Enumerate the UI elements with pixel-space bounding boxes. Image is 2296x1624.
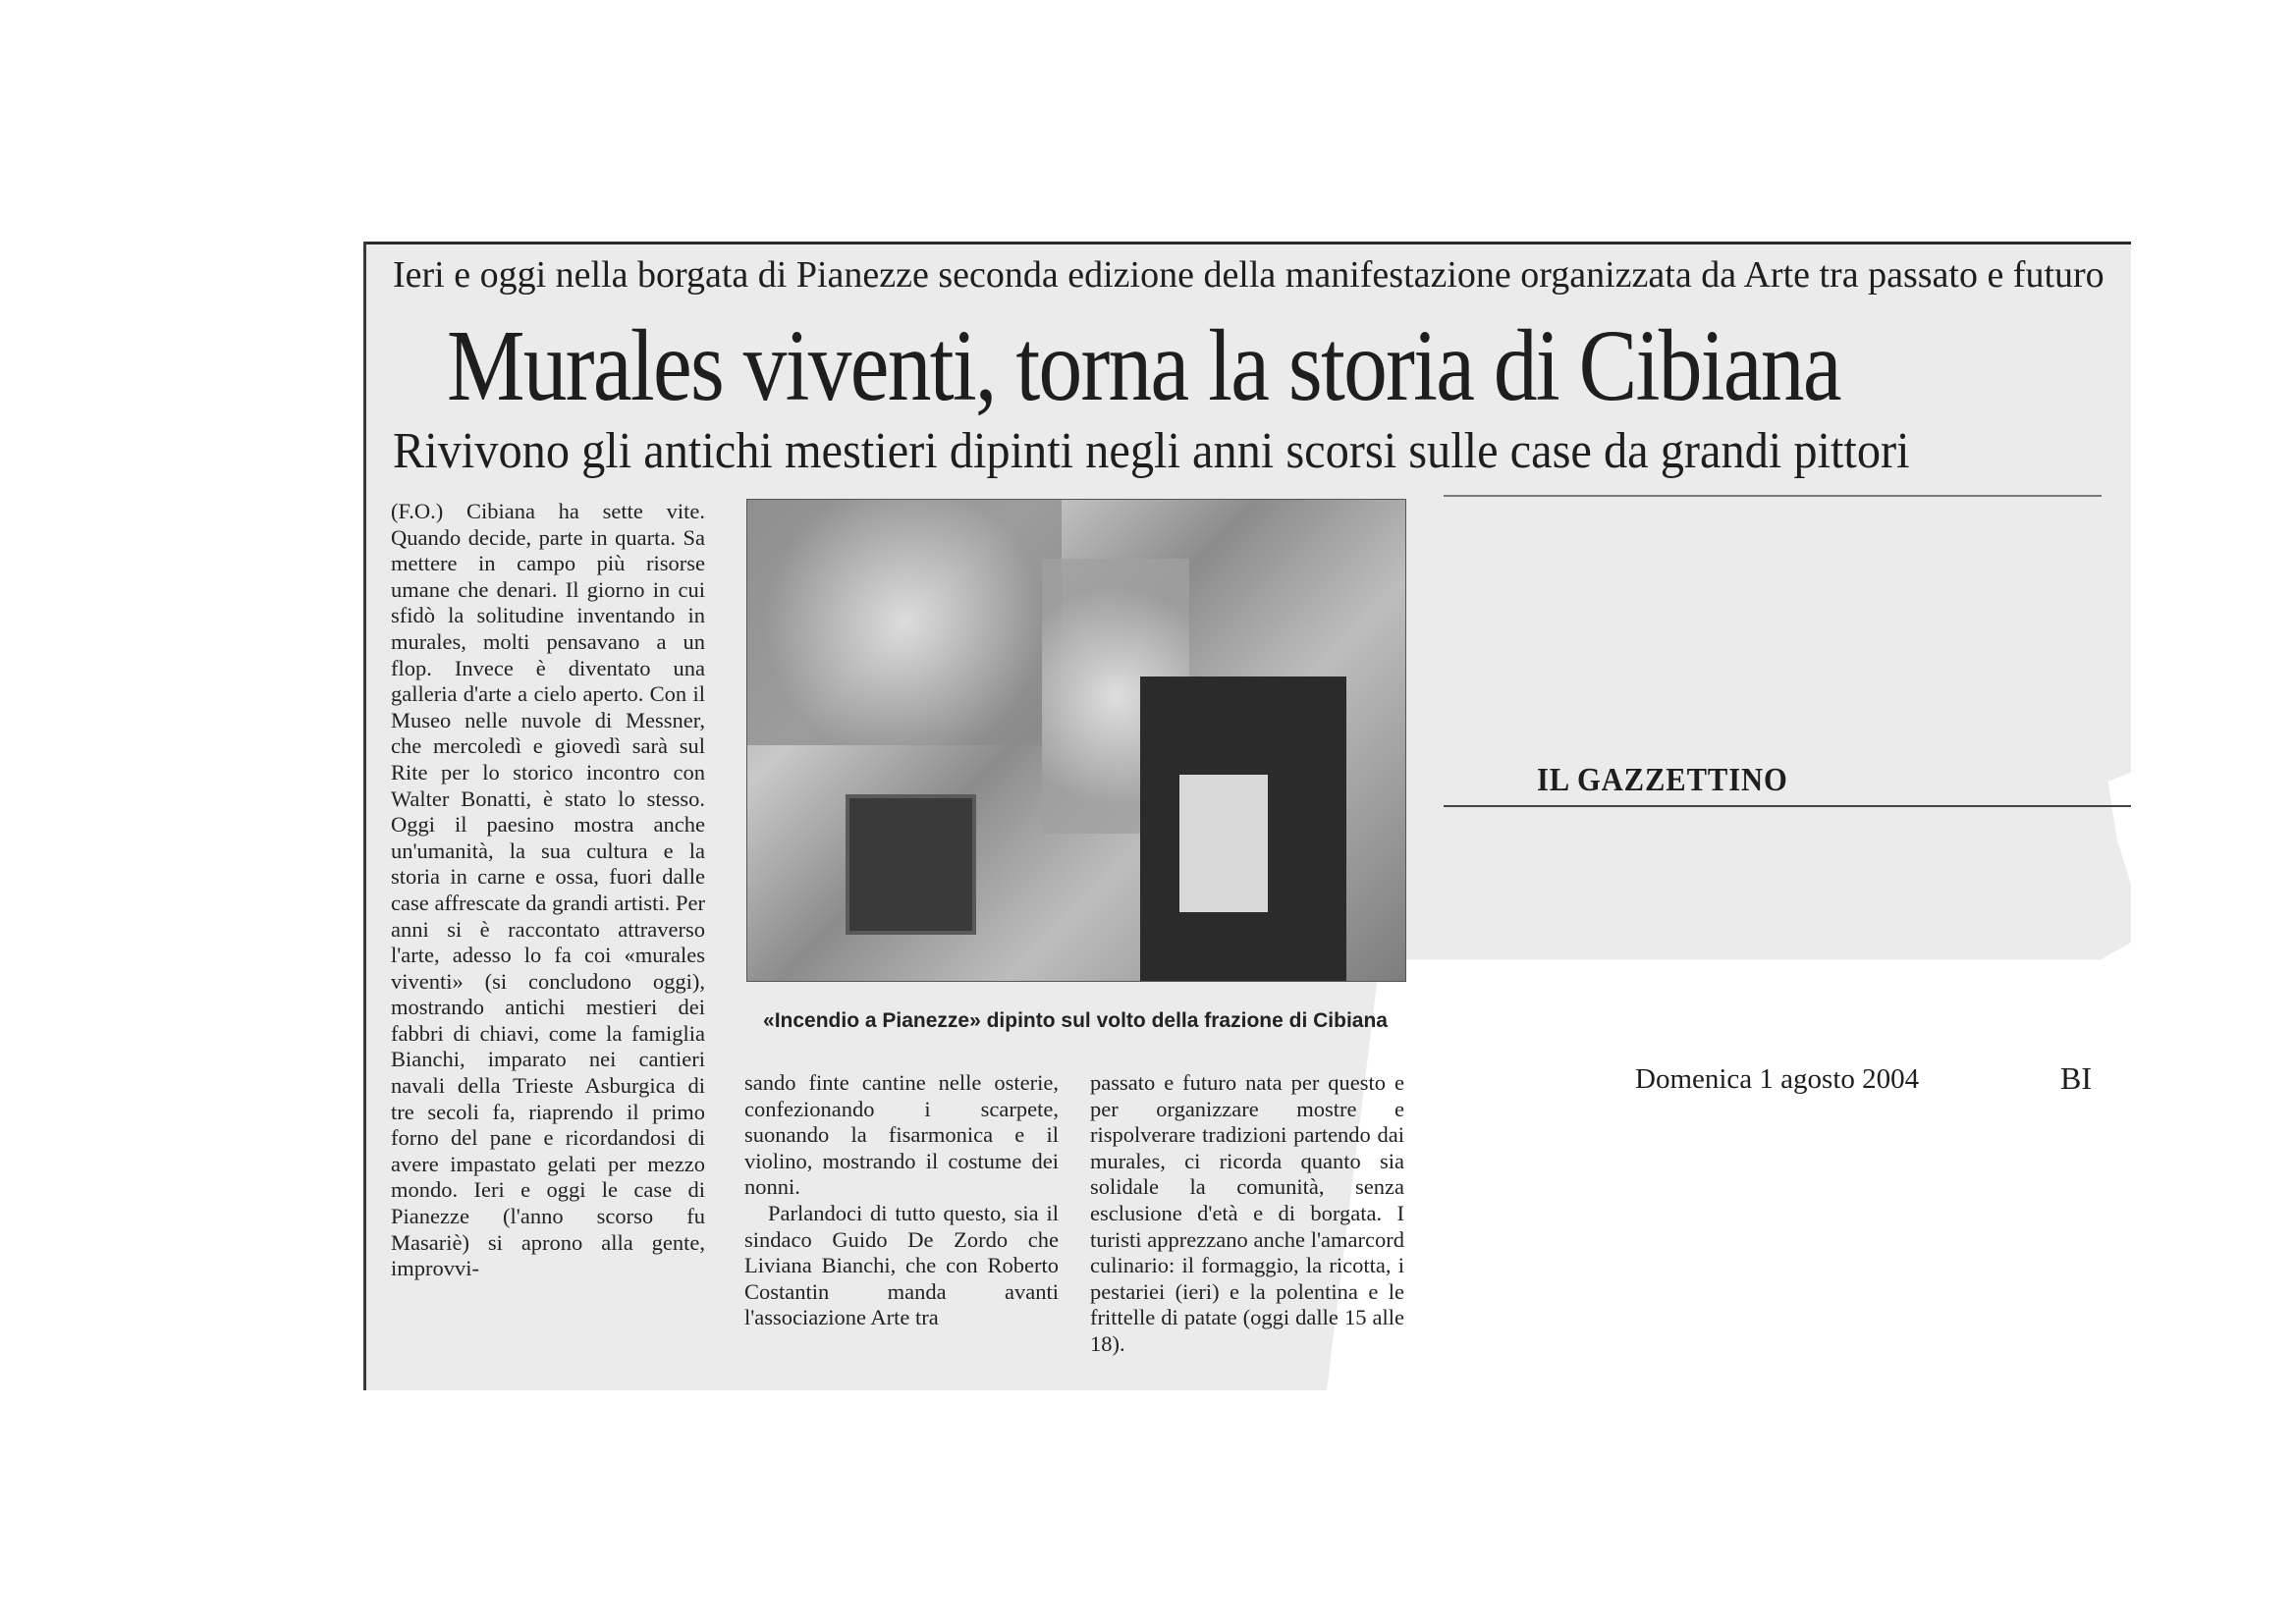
photo-window [846, 794, 976, 935]
column-1-text: (F.O.) Cibiana ha sette vite. Quando decide, parte in quarta. Sa mettere in campo più risorse umane che denari. Il giorno in cui sfidò la solitudine inventando in murales, molti pensavano a un flop. Invece è diventato una galleria d'arte a cielo aperto. Con il Museo nelle nuvole di Messner, che mercoledì e giovedì sarà sul Rite per lo storico incontro con Walter Bonatti, è stato lo stesso. Oggi il paesino mostra anche un'umanità, la sua cultura e la storia in carne e ossa, fuori dalle case affrescate da grandi artisti. Per anni si è raccontato attraverso l'arte, adesso lo fa coi «murales viventi» (si concludono oggi), mostrando antichi mestieri dei fabbri di chiavi, come la famiglia Bianchi, imparato nei cantieri navali della Trieste Asburgica di tre secoli fa, riaprendo il primo forno del pane e ricordandosi di avere impastato gelati per mezzo mondo. Ieri e oggi le case di Pianezze (l'anno scorso fu Masariè) si aprono alla gente, improvvi- [391, 499, 705, 1281]
article-column-2 [744, 1070, 1059, 1331]
article-kicker: Ieri e oggi nella borgata di Pianezze seconda edizione della manifestazione organizzata da Arte tra passato e futuro [393, 254, 2105, 296]
article-column-3 [1090, 1070, 1404, 1358]
column-3-text: passato e futuro nata per questo e per organizzare mostre e rispolverare tradizioni partendo dai murales, ci ricorda quanto sia solidale la comunità, senza esclusione d'età e di borgata. I turisti apprezzano anche l'amarcord culinario: il formaggio, la ricotta, i pestariei (ieri) e la polentina e le frittelle di patate (oggi dalle 15 alle 18). [1090, 1070, 1404, 1356]
left-border [363, 242, 366, 1390]
article-subhead: Rivivono gli antichi mestieri dipinti negli anni scorsi sulle case da grandi pittori [393, 423, 1910, 479]
article-headline: Murales viventi, torna la storia di Cibiana [447, 309, 1840, 422]
article-photo [746, 499, 1406, 982]
top-border [363, 242, 2131, 244]
column-2-paragraph-2: Parlandoci di tutto questo, sia il sindaco Guido De Zordo che Liviana Bianchi, che con Roberto Costantin manda avanti l'associazione Arte tra [744, 1200, 1059, 1330]
masthead-rule [1444, 805, 2131, 807]
article-column-1 [391, 499, 705, 1282]
photo-door-opening [1179, 775, 1268, 912]
column-2-paragraph-1: sando finte cantine nelle osterie, confezionando i scarpete, suonando la fisarmonica e il violino, mostrando il costume dei nonni. [744, 1070, 1059, 1200]
author-initials: BI [2060, 1060, 2092, 1096]
photo-mural-shape [747, 500, 1062, 745]
photo-caption: «Incendio a Pianezze» dipinto sul volto della frazione di Cibiana [763, 1009, 1388, 1032]
column-rule [1444, 495, 2102, 497]
publication-date: Domenica 1 agosto 2004 [1635, 1063, 1920, 1095]
newspaper-masthead: IL GAZZETTINO [1537, 762, 1788, 798]
